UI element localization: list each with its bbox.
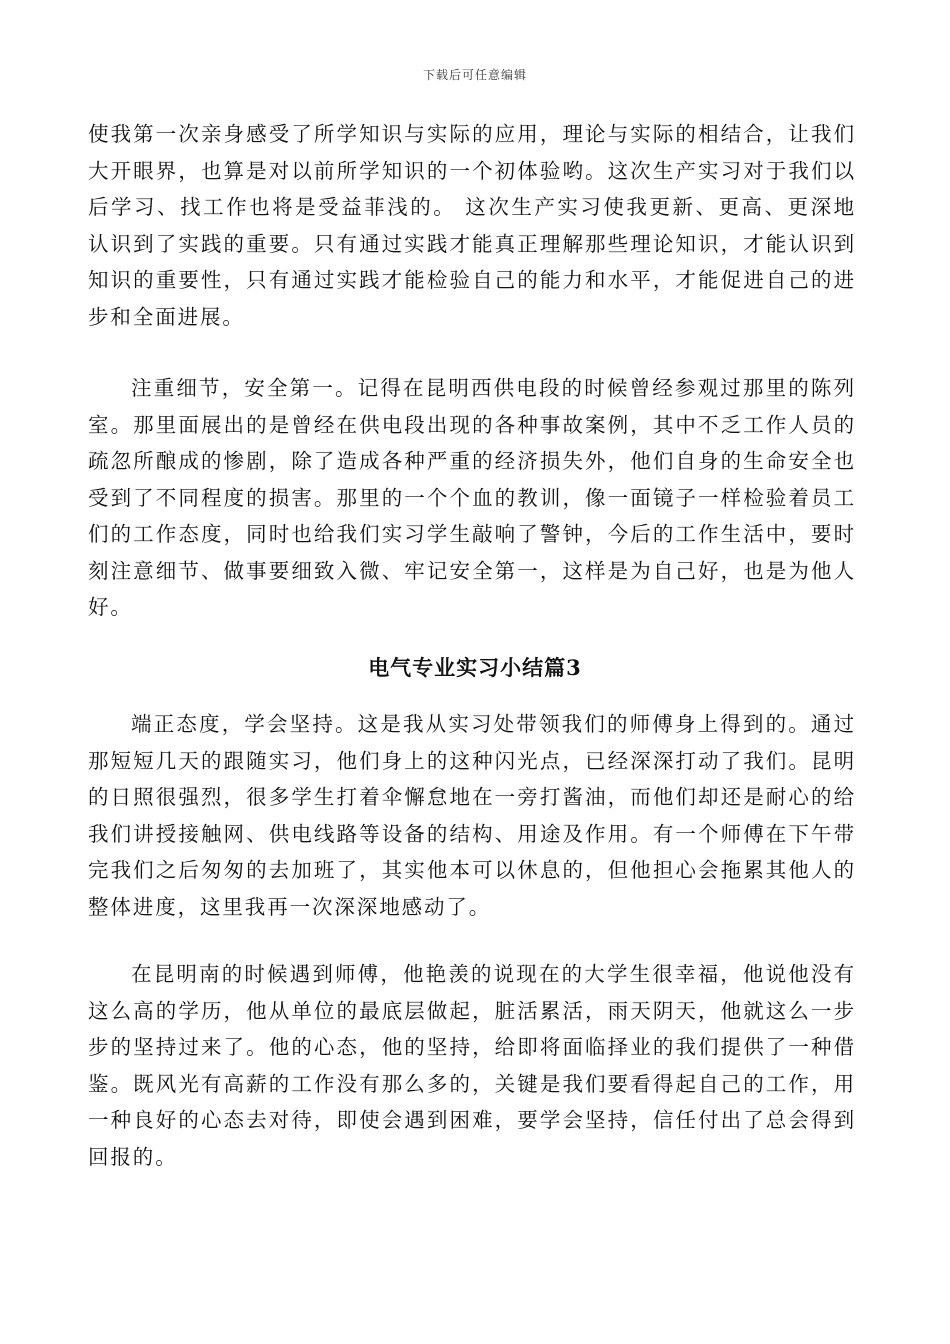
paragraph-practice-importance: 使我第一次亲身感受了所学知识与实际的应用，理论与实际的相结合，让我们大开眼界，也算是对以前所学知识的一个初体验哟。这次生产实习对于我们以后学习、找工作也将是受益菲浅的。 这次生产实习使我更新、更高、更深地认识到了实践的重要。只有通过实践才能真正理解那些理论知识，才能认识到知识的重要性，只有通过实践才能检验自己的能力和水平，才能促进自己的进步和全面进展。 bbox=[88, 122, 856, 329]
section-title: 电气专业实习小结篇3 bbox=[368, 655, 582, 680]
paragraph-master-story: 在昆明南的时候遇到师傅，他艳羡的说现在的大学生很幸福，他说他没有这么高的学历，他从单位的最底层做起，脏活累活，雨天阴天，他就这么一步步的坚持过来了。他的心态，他的坚持，给即将面临择业的我们提供了一种借鉴。既风光有高薪的工作没有那么多的，关键是我们要看得起自己的工作，用一种良好的心态去对待，即使会遇到困难，要学会坚持，信任付出了总会得到回报的。 bbox=[88, 962, 856, 1169]
paragraph-attitude-persistence: 端正态度，学会坚持。这是我从实习处带领我们的师傅身上得到的。通过那短短几天的跟随实习，他们身上的这种闪光点，已经深深打动了我们。昆明的日照很强烈，很多学生打着伞懈怠地在一旁打酱油，而他们却还是耐心的给我们讲授接触网、供电线路等设备的结构、用途及作用。有一个师傅在下午带完我们之后匆匆的去加班了，其实他本可以休息的，但他担心会拖累其他人的整体进度，这里我再一次深深地感动了。 bbox=[88, 712, 856, 919]
page-header-note: 下载后可任意编辑 bbox=[422, 68, 527, 82]
paragraph-safety-first: 注重细节，安全第一。记得在昆明西供电段的时候曾经参观过那里的陈列室。那里面展出的是曾经在供电段出现的各种事故案例，其中不乏工作人员的疏忽所酿成的惨剧，除了造成各种严重的经济损失外，他们自身的生命安全也受到了不同程度的损害。那里的一个个血的教训，像一面镜子一样检验着员工们的工作态度，同时也给我们实习学生敲响了警钟，今后的工作生活中，要时刻注意细节、做事要细致入微、牢记安全第一，这样是为自己好，也是为他人好。 bbox=[88, 376, 856, 619]
